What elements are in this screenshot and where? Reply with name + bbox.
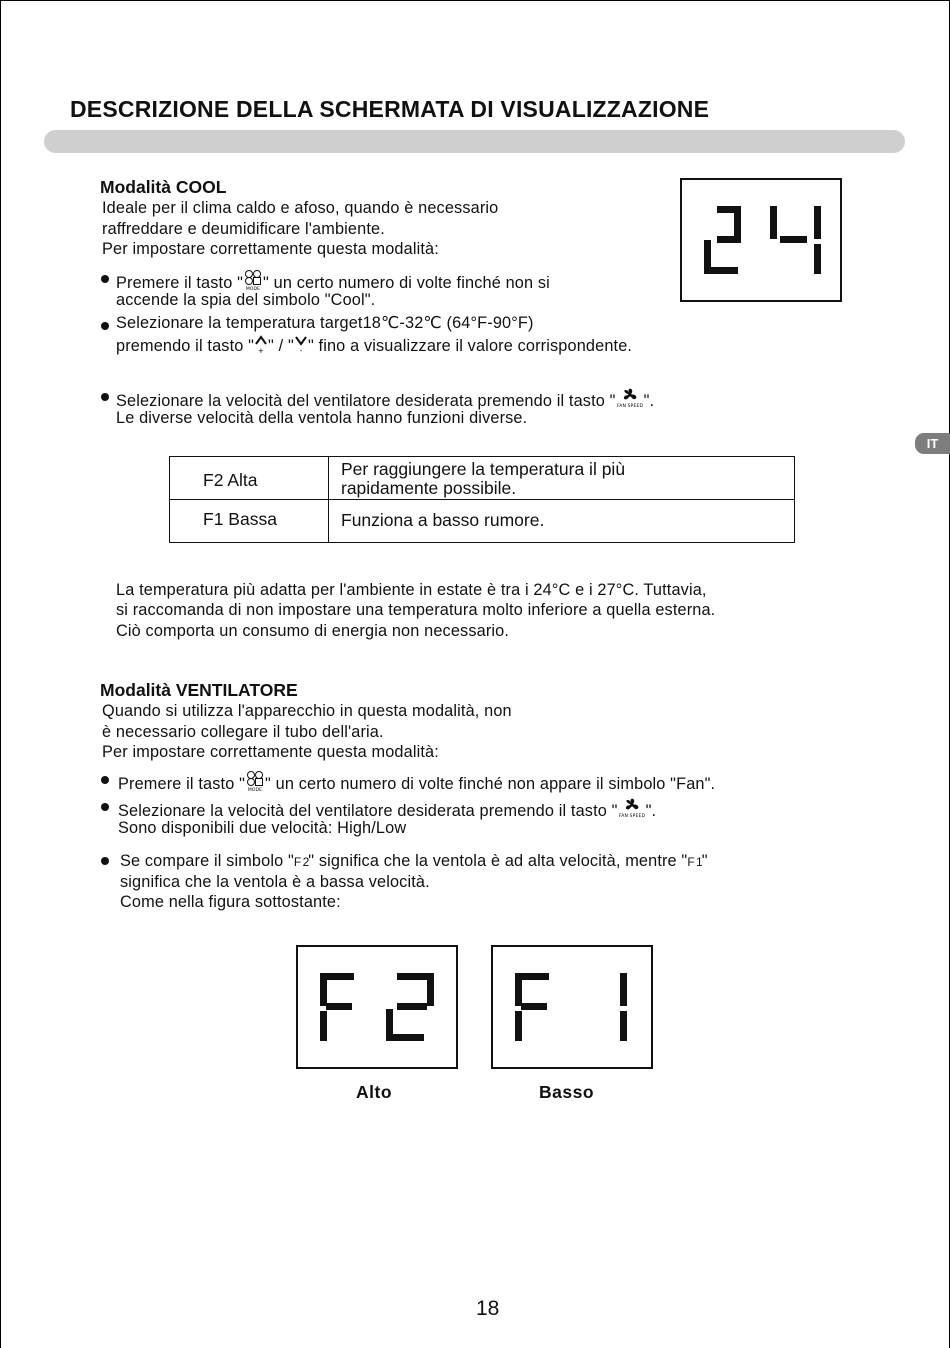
fan-speed-icon xyxy=(618,797,646,825)
fan-display-f1 xyxy=(491,945,653,1069)
bullet xyxy=(101,275,109,283)
down-arrow-icon xyxy=(294,334,308,360)
svg-text:-: - xyxy=(299,347,303,354)
fan-symbol-high: F 2 xyxy=(293,855,309,869)
table-cell-speed: F2 Alta xyxy=(203,470,258,490)
seven-segment-display xyxy=(493,947,651,1067)
cool-bullet-2: Selezionare la temperatura target18℃-32℃ (64°F-90°F) xyxy=(116,314,534,332)
bullet xyxy=(101,803,109,811)
fan-bullet-3-line2: significa che la ventola è a bassa velocità. xyxy=(120,873,430,891)
svg-text:+: + xyxy=(258,347,265,354)
fan-bullet-3: Se compare il simbolo "F 2" significa che la ventola è ad alta velocità, mentre "F 1" xyxy=(120,852,708,870)
cool-bullet-3: Selezionare la velocità del ventilatore desiderata premendo il tasto " FAN SPEED ". xyxy=(116,387,654,415)
fan-bullet-2-line2: Sono disponibili due velocità: High/Low xyxy=(118,819,407,837)
fan-mode-heading: Modalità VENTILATORE xyxy=(100,680,298,700)
table-divider xyxy=(170,499,794,500)
bullet xyxy=(101,776,109,784)
fan-display-f2 xyxy=(296,945,458,1069)
cool-mode-heading: Modalità COOL xyxy=(100,177,227,197)
fan-speed-icon xyxy=(616,387,644,415)
caption-low: Basso xyxy=(539,1082,595,1102)
cool-note-line: Ciò comporta un consumo di energia non necessario. xyxy=(116,622,510,640)
fan-bullet-2: Selezionare la velocità del ventilatore desiderata premendo il tasto " FAN SPEED ". xyxy=(118,797,656,825)
table-cell-desc: rapidamente possibile. xyxy=(341,478,517,498)
cool-note-line: La temperatura più adatta per l'ambiente in estate è tra i 24°C e i 27°C. Tuttavia, xyxy=(116,581,707,599)
cool-note-line: si raccomanda di non impostare una temperatura molto inferiore a quella esterna. xyxy=(116,601,716,619)
bullet xyxy=(101,393,109,401)
bullet xyxy=(101,857,109,865)
table-cell-desc: Funziona a basso rumore. xyxy=(341,510,545,530)
fan-intro-line: Per impostare correttamente questa modalità: xyxy=(102,743,439,761)
cool-intro-line: Ideale per il clima caldo e afoso, quando è necessario xyxy=(102,199,499,217)
fan-intro-line: è necessario collegare il tubo dell'aria. xyxy=(102,723,384,741)
caption-high: Alto xyxy=(356,1082,393,1102)
page-border xyxy=(0,0,1,1348)
page-number: 18 xyxy=(476,1297,500,1320)
svg-text:MODE: MODE xyxy=(245,287,261,291)
svg-text:FAN SPEED: FAN SPEED xyxy=(618,814,645,819)
cool-bullet-3-line2: Le diverse velocità della ventola hanno funzioni diverse. xyxy=(116,409,528,427)
fan-speed-table xyxy=(169,456,795,543)
table-cell-speed: F1 Bassa xyxy=(203,509,277,529)
seven-segment-display xyxy=(682,180,840,300)
language-badge: IT xyxy=(915,433,950,454)
page-title: DESCRIZIONE DELLA SCHERMATA DI VISUALIZZAZIONE xyxy=(70,96,710,122)
cool-bullet-2-line2: premendo il tasto " + " / " - " fino a visualizzare il valore corrispondente. xyxy=(116,334,632,360)
title-underline-bar xyxy=(44,130,905,153)
fan-bullet-1: Premere il tasto " MODE " un certo numero di volte finché non appare il simbolo "Fan". xyxy=(118,770,715,798)
fan-bullet-3-line3: Come nella figura sottostante: xyxy=(120,893,341,911)
bullet xyxy=(101,322,109,330)
svg-text:FAN SPEED: FAN SPEED xyxy=(616,404,643,409)
cool-display-24 xyxy=(680,178,842,302)
table-cell-desc: Per raggiungere la temperatura il più xyxy=(341,459,626,479)
cool-bullet-1: Premere il tasto " MODE " un certo numero di volte finché non si xyxy=(116,269,550,297)
fan-intro-line: Quando si utilizza l'apparecchio in questa modalità, non xyxy=(102,702,512,720)
svg-text:MODE: MODE xyxy=(247,788,263,792)
fan-symbol-low: F 1 xyxy=(687,855,702,869)
page-border xyxy=(0,0,949,1)
cool-intro-line: raffreddare e deumidificare l'ambiente. xyxy=(102,220,385,238)
seven-segment-display xyxy=(298,947,456,1067)
cool-bullet-1-line2: accende la spia del simbolo "Cool". xyxy=(116,291,376,309)
cool-intro-line: Per impostare correttamente questa modalità: xyxy=(102,240,439,258)
up-arrow-icon xyxy=(254,334,268,360)
mode-button-icon xyxy=(245,770,265,798)
